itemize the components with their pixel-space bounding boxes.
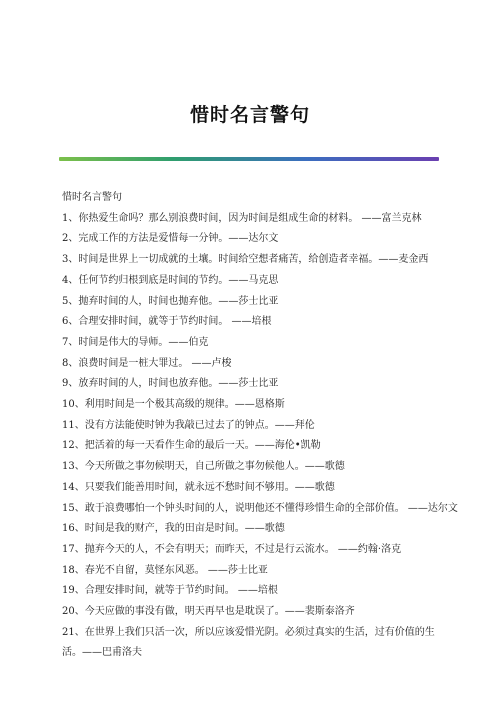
quote-line: 11、没有方法能使时钟为我敲已过去了的钟点。——拜伦 bbox=[62, 419, 315, 431]
quote-line: 7、时间是伟大的导师。——伯克 bbox=[62, 336, 209, 348]
document-title: 惜时名言警句 bbox=[189, 104, 310, 126]
quote-line: 21、在世界上我们只活一次，所以应该爱惜光阴。必须过真实的生活，过有价值的生活。——巴甫洛夫 bbox=[62, 626, 435, 659]
quote-line: 13、今天所做之事勿候明天，自己所做之事勿候他人。——歌德 bbox=[62, 461, 345, 473]
quote-line: 4、任何节约归根到底是时间的节约。——马克思 bbox=[62, 274, 279, 286]
quote-line: 17、抛弃今天的人，不会有明天；而昨天，不过是行云流水。 ——约翰·洛克 bbox=[62, 543, 402, 555]
quote-line: 5、抛弃时间的人，时间也抛弃他。——莎士比亚 bbox=[62, 295, 279, 307]
quote-line: 2、完成工作的方法是爱惜每一分钟。——达尔文 bbox=[62, 233, 279, 245]
quote-line: 8、浪费时间是一桩大罪过。 ——卢梭 bbox=[62, 357, 232, 369]
quote-line: 1、你热爱生命吗？那么别浪费时间，因为时间是组成生命的材料。 ——富兰克林 bbox=[62, 212, 422, 224]
quote-line: 6、合理安排时间，就等于节约时间。 ——培根 bbox=[62, 316, 272, 328]
quote-line: 12、把活着的每一天看作生命的最后一天。——海伦•凯勒 bbox=[62, 440, 321, 452]
quote-line: 18、春光不自留，莫怪东风恶。 ——莎士比亚 bbox=[62, 564, 268, 576]
quote-line: 14、只要我们能善用时间，就永远不愁时间不够用。——歌德 bbox=[62, 481, 335, 493]
document-body bbox=[62, 188, 458, 664]
quote-line: 15、敢于浪费哪怕一个钟头时间的人，说明他还不懂得珍惜生命的全部价值。 ——达尔文 bbox=[62, 502, 458, 514]
quote-line: 10、利用时间是一个极其高级的规律。——恩格斯 bbox=[62, 399, 285, 411]
quote-line: 19、合理安排时间，就等于节约时间。 ——培根 bbox=[62, 585, 278, 597]
quote-line: 20、今天应做的事没有做，明天再早也是耽误了。——裴斯泰洛齐 bbox=[62, 606, 355, 618]
gradient-divider bbox=[59, 157, 439, 161]
section-heading: 惜时名言警句 bbox=[62, 192, 122, 203]
quote-line: 9、放弃时间的人，时间也放弃他。——莎士比亚 bbox=[62, 378, 279, 390]
quote-line: 3、时间是世界上一切成就的土壤。时间给空想者痛苦，给创造者幸福。——麦金西 bbox=[62, 254, 429, 266]
quote-line: 16、时间是我的财产，我的田亩是时间。——歌德 bbox=[62, 523, 285, 535]
